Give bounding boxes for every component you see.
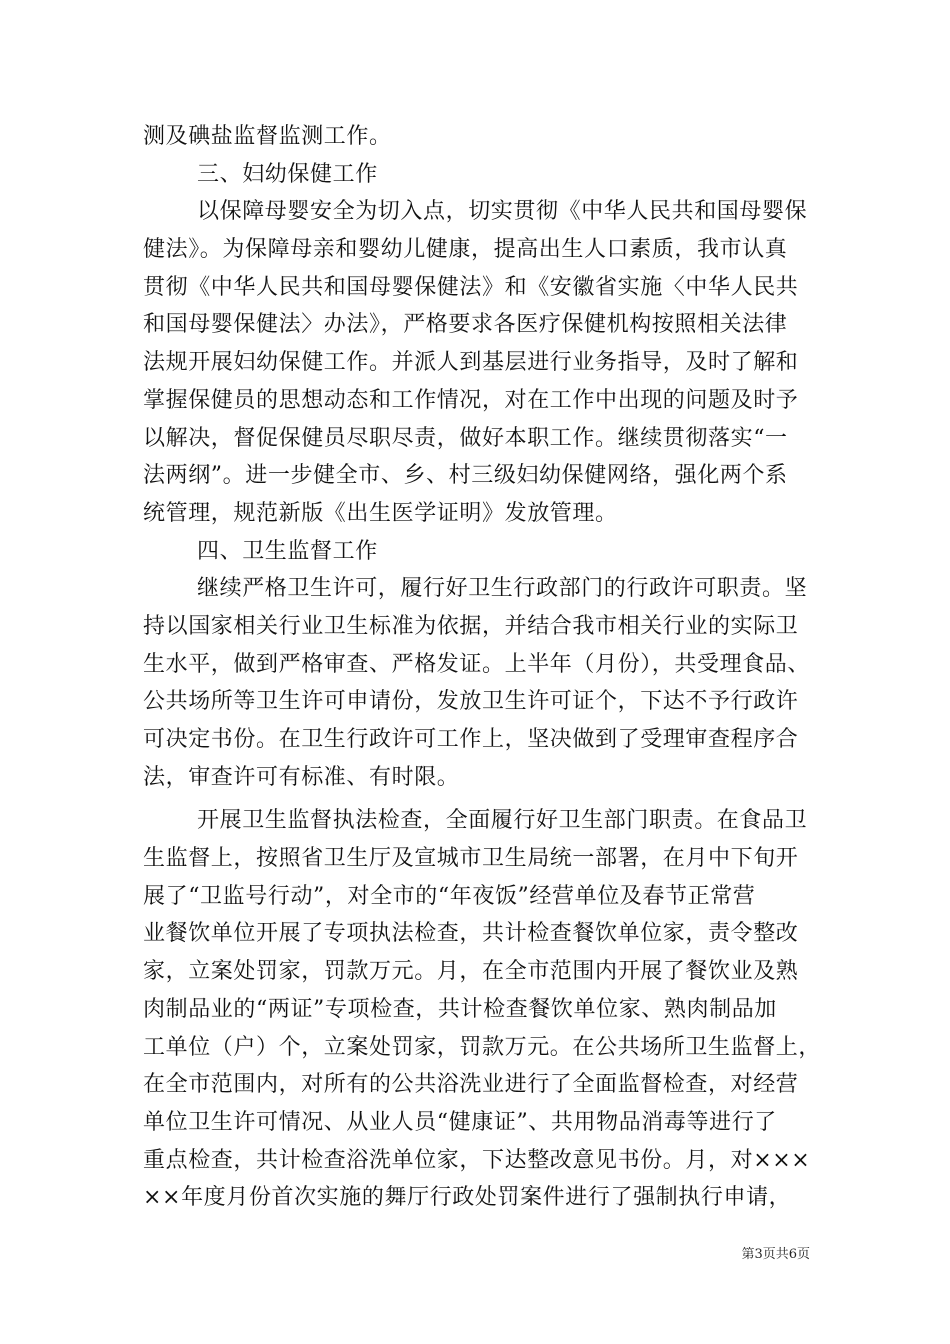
document-body — [143, 118, 822, 1217]
text-line: 生监督上，按照省卫生厅及宣城市卫生局统一部署，在月中下旬开 — [143, 846, 799, 872]
text-line: 统管理，规范新版《出生医学证明》发放管理。 — [143, 500, 618, 526]
text-line: 以解决，督促保健员尽职尽责，做好本职工作。继续贯彻落实“一 — [143, 425, 788, 451]
text-line: 展了“卫监号行动”，对全市的“年夜饭”经营单位及春节正常营 — [143, 883, 756, 909]
page-number-footer: 第3页共6页 — [741, 1247, 810, 1262]
text-line: 开展卫生监督执法检查，全面履行好卫生部门职责。在食品卫 — [197, 808, 808, 834]
text-line: 三、妇幼保健工作 — [197, 161, 378, 187]
text-line: 重点检查，共计检查浴洗单位家，下达整改意见书份。月，对××× — [143, 1147, 811, 1173]
text-line: 和国母婴保健法〉办法》，严格要求各医疗保健机构按照相关法律 — [143, 312, 788, 338]
text-line: 工单位（户）个，立案处罚家，罚款万元。在公共场所卫生监督上， — [143, 1034, 822, 1060]
text-line: 健法》。为保障母亲和婴幼儿健康，提高出生人口素质，我市认真 — [143, 237, 788, 263]
text-line: 掌握保健员的思想动态和工作情况，对在工作中出现的问题及时予 — [143, 387, 799, 413]
text-line: 可决定书份。在卫生行政许可工作上，坚决做到了受理审查程序合 — [143, 727, 799, 752]
text-line: 法，审查许可有标准、有时限。 — [143, 764, 460, 790]
text-line: 生水平，做到严格审查、严格发证。上半年（月份），共受理食品、 — [143, 651, 811, 677]
text-line: 以保障母婴安全为切入点，切实贯彻《中华人民共和国母婴保 — [197, 199, 808, 225]
text-line: 在全市范围内，对所有的公共浴洗业进行了全面监督检查，对经营 — [143, 1072, 799, 1098]
text-line: 肉制品业的“两证”专项检查，共计检查餐饮单位家、熟肉制品加 — [143, 996, 777, 1022]
text-line: 家，立案处罚家，罚款万元。月，在全市范围内开展了餐饮业及熟 — [143, 959, 799, 985]
text-line: 测及碘盐监督监测工作。 — [143, 124, 392, 149]
text-line: 业餐饮单位开展了专项执法检查，共计检查餐饮单位家，责令整改 — [143, 921, 799, 947]
text-line: ××年度月份首次实施的舞厅行政处罚案件进行了强制执行申请， — [143, 1185, 792, 1211]
text-line: 法两纲”。进一步健全市、乡、村三级妇幼保健网络，强化两个系 — [143, 463, 788, 489]
text-line: 贯彻《中华人民共和国母婴保健法》和《安徽省实施〈中华人民共 — [143, 274, 799, 300]
text-line: 四、卫生监督工作 — [197, 538, 378, 564]
text-line: 公共场所等卫生许可申请份，发放卫生许可证个，下达不予行政许 — [143, 689, 799, 715]
text-line: 单位卫生许可情况、从业人员“健康证”、共用物品消毒等进行了 — [143, 1109, 777, 1135]
text-line: 持以国家相关行业卫生标准为依据，并结合我市相关行业的实际卫 — [143, 613, 799, 639]
text-line: 继续严格卫生许可，履行好卫生行政部门的行政许可职责。坚 — [197, 576, 808, 602]
text-line: 法规开展妇幼保健工作。并派人到基层进行业务指导，及时了解和 — [143, 350, 799, 376]
